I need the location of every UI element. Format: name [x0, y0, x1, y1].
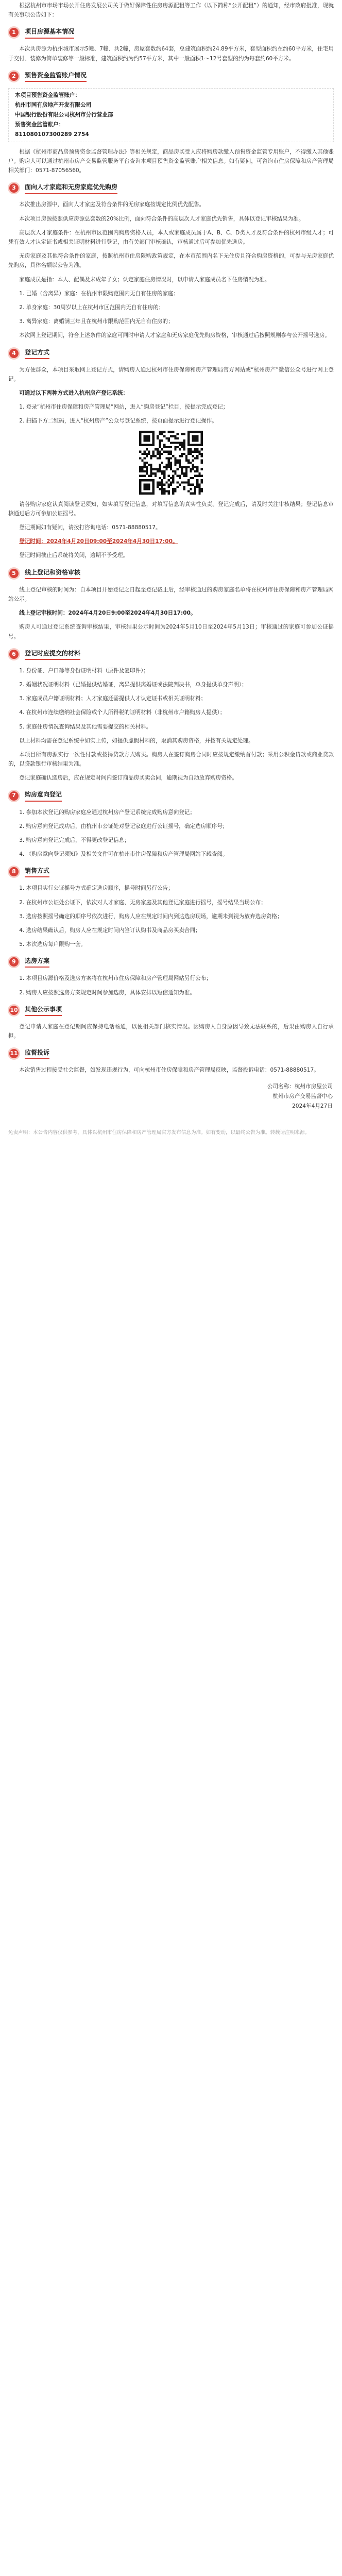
- section-6-list-item: 4. 在杭州市连续缴纳社会保险或个人所得税的证明材料（非杭州市户籍购房人提供）；: [19, 709, 226, 716]
- section-3-list-item: 3. 离异家庭：离婚满三年且在杭州市限购范围内无自有住房的；: [19, 318, 174, 325]
- section-number-badge: 8: [9, 867, 19, 876]
- section-4-paragraph: 可通过以下两种方式进入杭州房产登记系统：: [19, 390, 129, 397]
- section-number-badge: 7: [9, 791, 19, 801]
- registration-time: 登记时间：2024年4月20日09:00至2024年4月30日17:00。: [19, 538, 178, 545]
- section-number-badge: 9: [9, 957, 19, 967]
- section-11-paragraph: 本次销售过程接受社会监督，如发现违规行为，可向杭州市住房保障和房产管理局反映，监督投诉电话：0571-88880517。: [19, 1067, 319, 1074]
- section-10-paragraph: 登记申请人家庭在登记期间应保持电话畅通，以便相关部门核实情况。因购房人自身原因导致无法联系的，后果由购房人自行承担。: [8, 1023, 334, 1039]
- section-3-paragraph: 本次网上登记期间，符合上述条件的家庭可同时申请人才家庭和无房家庭优先购房资格，审核通过后按照规则参与公开摇号选房。: [19, 332, 331, 339]
- bank-name: 中国银行股份有限公司杭州市分行营业部: [15, 111, 113, 118]
- section-8-header: [9, 866, 334, 877]
- section-2-header: [9, 71, 334, 82]
- section-3-list-item: 2. 单身家庭：30周岁以上在杭州市区范围内无自有住房的；: [19, 304, 164, 311]
- section-6-paragraph: 以上材料均需在登记系统中如实上传，如提供虚假材料的，取消其购房资格，并按有关规定处理。: [19, 737, 254, 744]
- bank-account-box: [8, 88, 334, 142]
- section-title: 面向人才家庭和无房家庭优先购房: [25, 182, 117, 194]
- section-1-paragraph: 本次共房源为杭州城市展示5幢、7幢、共2幢，房屋套数约64套，总建筑面积约24.89平方米，套型面积约在约60平方米，住宅用于交付、装修为简单装修等一般标准，建筑面积约为约57平方米，其中一般面积1～12号套型的约为每套约60平方米。: [8, 46, 334, 62]
- section-7-list-item: 3. 购房意向登记完成后，不得更改登记信息；: [19, 837, 130, 843]
- section-9-list-item: 2. 购房人应按照选房方案规定时间参加选房，具体安排以短信通知为准。: [19, 989, 196, 996]
- section-title: 选房方案: [25, 956, 49, 968]
- signature-org: 公司名称：杭州市房屋公司: [267, 1083, 333, 1090]
- bank-account-label: 预售资金监管账户：: [15, 121, 64, 128]
- section-3-paragraph: 高层次人才家庭条件：在杭州市区范围内购房资格人员，本人或家庭成员属于A、B、C、D类人才及符合条件的杭州市级人才；可凭有效人才认定证书或相关证明材料进行登记，由有关部门审核确认，审核通过后可参加优先选房。: [8, 229, 334, 246]
- section-3-paragraph: 本次项目房源按照供应房源总套数的20%比例，面向符合条件的高层次人才家庭优先销售，具体以登记审核结果为准。: [19, 215, 304, 222]
- login-method-2: 2. 扫描下方二维码，进入“杭州房产”公众号登记系统，按页面提示进行登记操作。: [19, 418, 217, 425]
- disclaimer-text: 免责声明：本公告内容仅供参考，具体以杭州市住房保障和房产管理局官方发布信息为准。如有变动，以最终公告为准。转载请注明来源。: [8, 1130, 310, 1136]
- section-4-paragraph: 请各购房家庭认真阅读登记须知，如实填写登记信息，对填写信息的真实性负责。登记完成后，请及时关注审核结果；登记信息审核通过后方可参加公证摇号。: [8, 501, 334, 517]
- section-3-list-item: 1. 已婚（含离异）家庭：在杭州市限购范围内无自有住房的家庭；: [19, 290, 179, 297]
- bank-label: 本项目预售资金监管账户：: [15, 92, 81, 98]
- section-title: 监督投诉: [25, 1048, 49, 1059]
- section-4-paragraph: 为方便群众，本项目采取网上登记方式，请购房人通过杭州市住房保障和房产管理局官方网站或“杭州房产”微信公众号进行网上登记。: [8, 366, 334, 382]
- section-number-badge: 6: [9, 650, 19, 659]
- section-8-list-item: 1. 本项目实行公证摇号方式确定选房顺序，摇号时间另行公告；: [19, 885, 174, 892]
- section-title: 登记方式: [25, 348, 49, 359]
- section-number-badge: 3: [9, 183, 19, 193]
- section-3-paragraph: 本次推出房源中，面向人才家庭及符合条件的无房家庭按规定比例优先配售。: [19, 201, 205, 208]
- time-note: 登记时间截止后系统将关闭，逾期不予受理。: [19, 552, 129, 559]
- section-4-header: [9, 348, 334, 359]
- section-7-list-item: 4. 《购房意向登记须知》及相关文件可在杭州市住房保障和房产管理局网站下载查阅。: [19, 851, 228, 858]
- section-number-badge: 10: [9, 1006, 19, 1015]
- section-7-list-item: 2. 购房意向登记成功后，由杭州市公证处对登记家庭进行公证摇号，确定选房顺序号；: [19, 823, 228, 829]
- section-3-paragraph: 家庭成员是指：本人、配偶及未成年子女；认定家庭住房情况时，以申请人家庭成员名下住房情况为准。: [19, 276, 270, 283]
- section-title: 预售资金监管账户情况: [25, 71, 87, 82]
- announcement-page: [0, 0, 342, 1137]
- section-number-badge: 4: [9, 349, 19, 358]
- signature-block: [8, 1082, 333, 1111]
- bank-account-number: 811080107300289 2754: [15, 131, 89, 138]
- section-6-list-item: 3. 家庭成员户籍证明材料；人才家庭还需提供人才认定证书或相关证明材料；: [19, 696, 207, 702]
- section-8-list-item: 4. 选房结果确认后，购房人应在规定时间内签订认购书及商品房买卖合同；: [19, 927, 201, 934]
- section-3-paragraph: 无房家庭及其他符合条件的家庭，按照杭州市住房限购政策规定，在本市范围内名下无住房且符合购房资格的，可参与无房家庭优先购房，具体名额以公告为准。: [8, 253, 334, 269]
- section-7-list-item: 1. 参加本次登记的购房家庭应通过杭州房产登记系统完成购房意向登记；: [19, 809, 196, 816]
- section-8-list-item: 3. 选房按照摇号确定的顺序号依次进行，购房人应在规定时间内到达选房现场，逾期未到视为放弃选房资格；: [19, 913, 283, 920]
- section-number-badge: 1: [9, 28, 19, 37]
- section-title: 登记时应提交的材料: [25, 649, 80, 660]
- section-6-list-item: 5. 家庭住房情况查询结果及其他需要提交的相关材料。: [19, 723, 152, 730]
- section-5-header: [9, 568, 334, 579]
- section-8-list-item: 2. 在杭州市公证处公证下，依次对人才家庭、无房家庭及其他登记家庭进行摇号，摇号结果当场公布；: [19, 899, 266, 906]
- signature-date: 2024年4月27日: [292, 1103, 333, 1110]
- section-11-header: [9, 1048, 334, 1059]
- section-8-list-item: 5. 本次选房每户限购一套。: [19, 941, 87, 948]
- section-9-list-item: 1. 本项目房源价格及选房方案将在杭州市住房保障和房产管理局网站另行公布；: [19, 975, 212, 982]
- signature-org-2: 杭州市房产交易监督中心: [272, 1093, 333, 1100]
- section-6-paragraph: 登记家庭确认选房后，应在规定时间内签订商品房买卖合同，逾期视为自动放弃购房资格。: [19, 775, 237, 782]
- section-title: 其他公示事项: [25, 1005, 62, 1016]
- qr-code-container: [8, 431, 334, 495]
- review-time: 线上登记审核时间：2024年4月20日9:00至2024年4月30日17:00。: [19, 610, 196, 617]
- section-title: 购房意向登记: [25, 790, 62, 801]
- section-3-header: [9, 182, 334, 194]
- section-6-header: [9, 649, 334, 660]
- section-title: 线上登记和资格审核: [25, 568, 80, 579]
- section-6-list-item: 2. 婚姻状况证明材料（已婚提供结婚证，离异提供离婚证或法院判决书，单身提供单身声明）；: [19, 681, 247, 688]
- section-1-header: [9, 27, 334, 38]
- section-9-header: [9, 956, 334, 968]
- section-6-paragraph: 本项目所有房源实行一次性付款或按揭贷款方式购买。购房人在签订购房合同时应按规定缴纳首付款；采用公积金贷款或商业贷款的，以贷款银行审核结果为准。: [8, 751, 334, 768]
- section-title: 项目房源基本情况: [25, 27, 74, 38]
- section-5-paragraph: 线上登记审核的时间为：自本项目开始登记之日起至登记截止后，经审核通过的购房家庭名单将在杭州市住房保障和房产管理局网站公示。: [8, 586, 334, 602]
- bank-account-name: 杭州市国有房地产开发有限公司: [15, 101, 92, 108]
- section-number-badge: 2: [9, 72, 19, 81]
- section-2-paragraph: 根据《杭州市商品房预售资金监督管理办法》等相关规定，商品房买受人应将购房款缴入预售资金监管专用账户，不得缴入其他账户。购房人可以通过杭州市房产交易监管服务平台查询本项目预售资金监管账户相关信息。如有疑问，可咨询市住房保障和房产管理局相关部门：0571-87056560。: [8, 148, 334, 174]
- intro-paragraph: 根据杭州市市场市场公开住房发展公司关于做好保障性住房房源配租等工作（以下简称“公开配租”）的通知，经市政府批准，现就有关事项公告如下：: [8, 3, 334, 19]
- section-10-header: [9, 1005, 334, 1016]
- section-4-paragraph: 登记期间如有疑问，请拨打咨询电话：0571-88880517。: [19, 524, 161, 531]
- section-number-badge: 11: [9, 1049, 19, 1058]
- login-method-1: 1. 登录“杭州市住房保障和房产管理局”网站，进入“购房登记”栏目，按提示完成登记；: [19, 404, 229, 411]
- section-number-badge: 5: [9, 569, 19, 578]
- section-6-list-item: 1. 身份证、户口簿等身份证明材料（原件及复印件）；: [19, 667, 149, 674]
- section-title: 销售方式: [25, 866, 49, 877]
- section-5-paragraph: 购房人可通过登记系统查询审核结果，审核结果公示时间为2024年5月10日至2024年5月13日；审核通过的家庭可参加公证摇号。: [8, 624, 334, 640]
- section-7-header: [9, 790, 334, 802]
- qr-code-image[interactable]: [139, 431, 203, 495]
